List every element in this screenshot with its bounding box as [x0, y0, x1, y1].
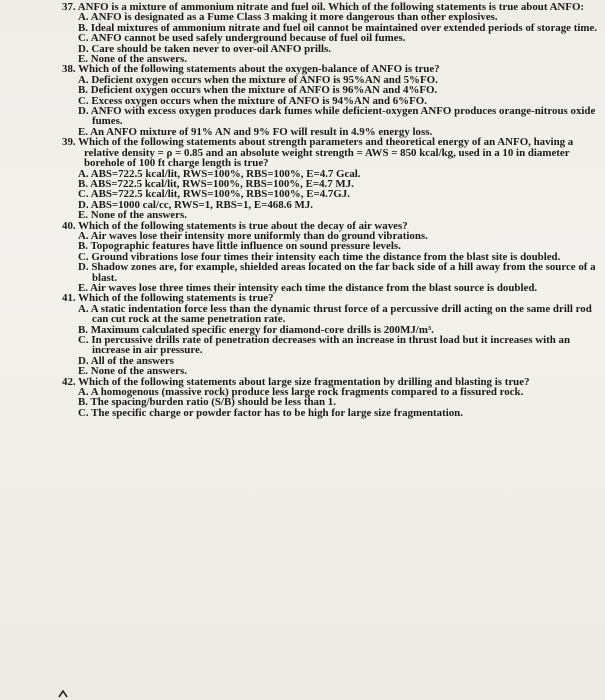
option-text: An ANFO mixture of 91% AN and 9% FO will result in 4.9% energy loss.	[90, 125, 433, 138]
option-c[interactable]	[78, 408, 599, 418]
option-letter: B.	[78, 323, 88, 336]
option-letter: B.	[78, 84, 88, 97]
option-letter: D.	[78, 261, 89, 274]
option-text: Ideal mixtures of ammonium nitrate and fuel oil cannot be maintained over extended periods of storage time.	[90, 21, 598, 34]
question-number: 37.	[62, 1, 76, 13]
question-37	[62, 2, 599, 64]
option-text: ABS=722.5 kcal/lit, RWS=100%, RBS=100%, E=4.7GJ.	[90, 188, 350, 201]
option-text: Care should be taken never to over-oil ANFO prills.	[91, 42, 332, 55]
option-text: Air waves lose their intensity more uniformly than do ground vibrations.	[90, 229, 428, 242]
option-letter: B.	[78, 21, 88, 34]
question-41	[62, 293, 599, 376]
option-text: None of the answers.	[90, 209, 187, 222]
option-text: Excess oxygen occurs when the mixture of ANFO is 94%AN and 6%FO.	[91, 94, 427, 107]
options-list	[78, 387, 599, 418]
option-letter: B.	[78, 396, 88, 409]
option-letter: E.	[78, 281, 88, 294]
option-text: Deficient oxygen occurs when the mixture of ANFO is 95%AN and 5%FO.	[91, 73, 438, 86]
option-text: Maximum calculated specific energy for diamond-core drills is 200MJ/m³.	[90, 323, 434, 336]
question-40	[62, 221, 599, 294]
option-text: Ground vibrations lose four times their intensity each time the distance from the blast site is doubled.	[91, 250, 561, 263]
option-text: The spacing/burden ratio (S/B) should be less than 1.	[90, 396, 336, 409]
option-letter: A.	[78, 302, 89, 315]
option-letter: B.	[78, 177, 88, 190]
option-text: None of the answers.	[90, 365, 187, 378]
option-letter: C.	[78, 32, 89, 45]
option-letter: C.	[78, 94, 89, 107]
question-number: 42.	[62, 375, 76, 388]
question-number: 41.	[62, 292, 76, 305]
options-list	[78, 75, 599, 137]
option-letter: E.	[78, 365, 88, 378]
option-text: ABS=722.5 kcal/lit, RWS=100%, RBS=100%, E=4.7 Gcal.	[90, 167, 361, 180]
options-list	[78, 169, 599, 221]
option-text: ABS=722.5 kcal/lit, RWS=100%, RBS=100%, E=4.7 MJ.	[90, 177, 354, 190]
option-text: Air waves lose three times their intensity each time the distance from the blast source is doubled.	[90, 281, 538, 294]
option-text: ABS=1000 cal/cc, RWS=1, RBS=1, E=468.6 MJ.	[90, 198, 314, 211]
option-text: Deficient oxygen occurs when the mixture of ANFO is 96%AN and 4%FO.	[90, 84, 438, 97]
option-text: The specific charge or powder factor has to be high for large size fragmentation.	[91, 406, 463, 419]
option-letter: D.	[78, 354, 89, 367]
options-list	[78, 231, 599, 293]
option-letter: C.	[78, 250, 89, 263]
option-letter: C.	[78, 188, 89, 201]
question-39	[62, 137, 599, 220]
question-stem: Which of the following statements about strength parameters and theoretical energy of an ANFO, having a relative density = ρ = 0.85 and an absolute weight strength = AWS = 850 kcal/kg, used in a 10 in diameter borehole of 100 ft charge length is true?	[78, 136, 574, 170]
option-letter: A.	[78, 11, 89, 24]
option-text: Topographic features have little influence on sound pressure levels.	[90, 240, 401, 253]
question-stem: ANFO is a mixture of ammonium nitrate and fuel oil. Which of the following statements is true about ANFO:	[77, 1, 585, 13]
question-42	[62, 377, 599, 419]
option-text: ANFO cannot be used safely underground because of fuel oil fumes.	[90, 32, 406, 45]
option-text: A static indentation force less than the dynamic thrust force of a percussive drill acting on the same drill rod can cut rock at the same penetration rate.	[90, 302, 592, 326]
option-text: ANFO is designated as a Fume Class 3 making it more dangerous than other explosives.	[90, 11, 498, 24]
options-list	[78, 12, 599, 64]
question-number: 40.	[62, 219, 76, 232]
option-letter: D.	[78, 105, 89, 118]
option-letter: D.	[78, 42, 89, 55]
option-a[interactable]	[78, 304, 599, 325]
question-number: 39.	[62, 136, 76, 149]
option-text: A homogenous (massive rock) produce less large rock fragments compared to a fissured rock.	[90, 386, 524, 399]
option-text: ANFO with excess oxygen produces dark fumes while deficient-oxygen ANFO produces orange-nitrous oxide fumes.	[90, 105, 596, 128]
option-letter: B.	[78, 240, 88, 253]
option-d[interactable]	[78, 106, 599, 127]
option-letter: A.	[78, 167, 89, 180]
question-stem: Which of the following statements is true about the decay of air waves?	[78, 219, 408, 232]
option-text: None of the answers.	[90, 53, 187, 66]
question-stem: Which of the following statements about large size fragmentation by drilling and blasting is true?	[78, 375, 530, 388]
question-38	[62, 64, 599, 137]
option-letter: D.	[78, 198, 89, 211]
option-letter: E.	[78, 125, 88, 138]
option-letter: C.	[78, 406, 89, 419]
option-letter: E.	[78, 209, 88, 222]
option-d[interactable]	[78, 262, 599, 283]
option-text: In percussive drills rate of penetration decreases with an increase in thrust load but it increases with an increase in air pressure.	[91, 334, 571, 357]
question-stem: Which of the following statements is true?	[78, 292, 274, 305]
option-letter: A.	[78, 229, 89, 242]
pen-mark-icon	[58, 690, 68, 698]
options-list	[78, 304, 599, 377]
option-letter: E.	[78, 53, 88, 66]
option-text: All of the answers	[90, 354, 174, 367]
option-text: Shadow zones are, for example, shielded areas located on the far back side of a hill away from the source of a blast.	[91, 261, 596, 284]
option-c[interactable]	[78, 335, 599, 356]
option-letter: A.	[78, 73, 89, 86]
question-number: 38.	[62, 63, 76, 76]
option-letter: A.	[78, 386, 89, 399]
question-stem: Which of the following statements about the oxygen-balance of ANFO is true?	[78, 63, 440, 76]
option-letter: C.	[78, 334, 89, 346]
